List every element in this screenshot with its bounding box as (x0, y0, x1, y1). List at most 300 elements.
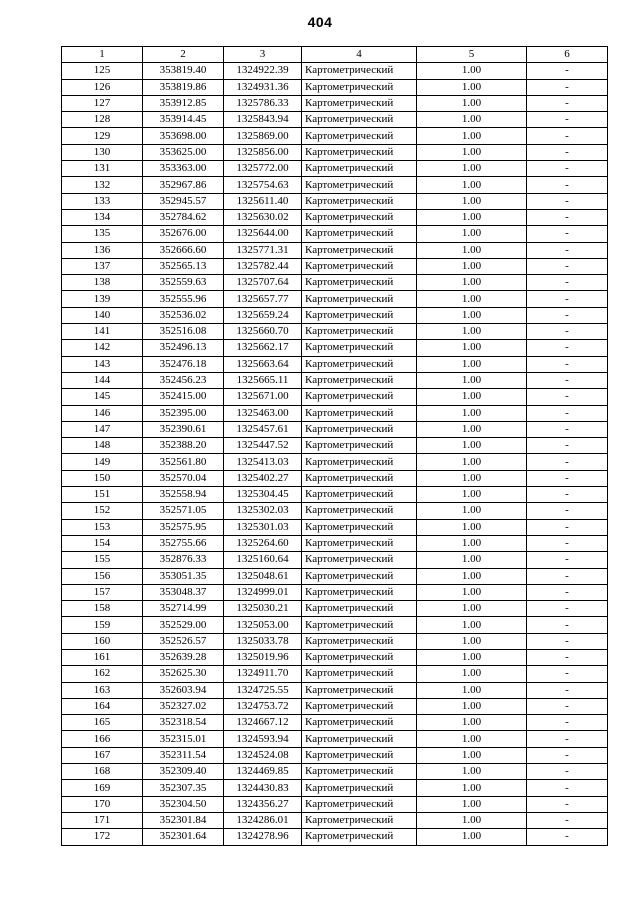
point-number-cell: 172 (62, 829, 143, 845)
y-coordinate-cell: 1325869.00 (224, 128, 302, 144)
accuracy-cell: 1.00 (417, 79, 527, 95)
column-header-1: 1 (62, 47, 143, 63)
table-row (62, 389, 608, 405)
table-row (62, 568, 608, 584)
y-coordinate-cell: 1324430.83 (224, 780, 302, 796)
table-row (62, 747, 608, 763)
accuracy-cell: 1.00 (417, 503, 527, 519)
y-coordinate-cell: 1325786.33 (224, 95, 302, 111)
point-number-cell: 163 (62, 682, 143, 698)
table-row (62, 307, 608, 323)
point-number-cell: 135 (62, 226, 143, 242)
table-row (62, 535, 608, 551)
note-cell: - (527, 340, 608, 356)
x-coordinate-cell: 352301.64 (143, 829, 224, 845)
x-coordinate-cell: 352311.54 (143, 747, 224, 763)
y-coordinate-cell: 1325754.63 (224, 177, 302, 193)
y-coordinate-cell: 1325782.44 (224, 258, 302, 274)
y-coordinate-cell: 1325662.17 (224, 340, 302, 356)
point-number-cell: 132 (62, 177, 143, 193)
note-cell: - (527, 356, 608, 372)
table-row (62, 584, 608, 600)
x-coordinate-cell: 353912.85 (143, 95, 224, 111)
table-row (62, 291, 608, 307)
point-number-cell: 133 (62, 193, 143, 209)
x-coordinate-cell: 352967.86 (143, 177, 224, 193)
method-cell: Картометрический (302, 324, 417, 340)
note-cell: - (527, 226, 608, 242)
y-coordinate-cell: 1325772.00 (224, 161, 302, 177)
method-cell: Картометрический (302, 421, 417, 437)
table-row (62, 682, 608, 698)
method-cell: Картометрический (302, 291, 417, 307)
table-row (62, 796, 608, 812)
note-cell: - (527, 470, 608, 486)
table-row (62, 356, 608, 372)
method-cell: Картометрический (302, 617, 417, 633)
table-row (62, 177, 608, 193)
accuracy-cell: 1.00 (417, 324, 527, 340)
accuracy-cell: 1.00 (417, 633, 527, 649)
note-cell: - (527, 438, 608, 454)
y-coordinate-cell: 1325856.00 (224, 144, 302, 160)
point-number-cell: 159 (62, 617, 143, 633)
table-row (62, 829, 608, 845)
x-coordinate-cell: 352561.80 (143, 454, 224, 470)
point-number-cell: 142 (62, 340, 143, 356)
note-cell: - (527, 601, 608, 617)
x-coordinate-cell: 352639.28 (143, 649, 224, 665)
y-coordinate-cell: 1325447.52 (224, 438, 302, 454)
point-number-cell: 141 (62, 324, 143, 340)
table-row (62, 161, 608, 177)
table-row (62, 764, 608, 780)
y-coordinate-cell: 1324593.94 (224, 731, 302, 747)
y-coordinate-cell: 1325463.00 (224, 405, 302, 421)
note-cell: - (527, 796, 608, 812)
x-coordinate-cell: 352395.00 (143, 405, 224, 421)
accuracy-cell: 1.00 (417, 340, 527, 356)
note-cell: - (527, 161, 608, 177)
x-coordinate-cell: 352307.35 (143, 780, 224, 796)
point-number-cell: 151 (62, 487, 143, 503)
point-number-cell: 140 (62, 307, 143, 323)
point-number-cell: 138 (62, 275, 143, 291)
table-row (62, 731, 608, 747)
x-coordinate-cell: 352575.95 (143, 519, 224, 535)
y-coordinate-cell: 1324753.72 (224, 698, 302, 714)
method-cell: Картометрический (302, 715, 417, 731)
y-coordinate-cell: 1325771.31 (224, 242, 302, 258)
y-coordinate-cell: 1324286.01 (224, 812, 302, 828)
column-header-3: 3 (224, 47, 302, 63)
note-cell: - (527, 698, 608, 714)
table-row (62, 144, 608, 160)
method-cell: Картометрический (302, 112, 417, 128)
method-cell: Картометрический (302, 812, 417, 828)
y-coordinate-cell: 1325264.60 (224, 535, 302, 551)
y-coordinate-cell: 1325413.03 (224, 454, 302, 470)
x-coordinate-cell: 353819.40 (143, 63, 224, 79)
coordinates-table (61, 46, 608, 846)
point-number-cell: 157 (62, 584, 143, 600)
method-cell: Картометрический (302, 698, 417, 714)
x-coordinate-cell: 353048.37 (143, 584, 224, 600)
accuracy-cell: 1.00 (417, 258, 527, 274)
x-coordinate-cell: 352558.94 (143, 487, 224, 503)
point-number-cell: 143 (62, 356, 143, 372)
point-number-cell: 129 (62, 128, 143, 144)
y-coordinate-cell: 1325053.00 (224, 617, 302, 633)
table-row (62, 258, 608, 274)
y-coordinate-cell: 1325660.70 (224, 324, 302, 340)
point-number-cell: 130 (62, 144, 143, 160)
method-cell: Картометрический (302, 601, 417, 617)
accuracy-cell: 1.00 (417, 454, 527, 470)
method-cell: Картометрический (302, 454, 417, 470)
y-coordinate-cell: 1325707.64 (224, 275, 302, 291)
method-cell: Картометрический (302, 63, 417, 79)
x-coordinate-cell: 352536.02 (143, 307, 224, 323)
y-coordinate-cell: 1324356.27 (224, 796, 302, 812)
x-coordinate-cell: 352304.50 (143, 796, 224, 812)
note-cell: - (527, 209, 608, 225)
accuracy-cell: 1.00 (417, 307, 527, 323)
point-number-cell: 149 (62, 454, 143, 470)
accuracy-cell: 1.00 (417, 128, 527, 144)
accuracy-cell: 1.00 (417, 226, 527, 242)
header-row (62, 47, 608, 63)
table-row (62, 95, 608, 111)
accuracy-cell: 1.00 (417, 177, 527, 193)
method-cell: Картометрический (302, 552, 417, 568)
note-cell: - (527, 812, 608, 828)
point-number-cell: 152 (62, 503, 143, 519)
note-cell: - (527, 307, 608, 323)
point-number-cell: 170 (62, 796, 143, 812)
table-row (62, 372, 608, 388)
accuracy-cell: 1.00 (417, 715, 527, 731)
y-coordinate-cell: 1324931.36 (224, 79, 302, 95)
method-cell: Картометрический (302, 128, 417, 144)
table-row (62, 79, 608, 95)
method-cell: Картометрический (302, 584, 417, 600)
method-cell: Картометрический (302, 796, 417, 812)
point-number-cell: 160 (62, 633, 143, 649)
x-coordinate-cell: 352309.40 (143, 764, 224, 780)
note-cell: - (527, 79, 608, 95)
x-coordinate-cell: 352676.00 (143, 226, 224, 242)
point-number-cell: 161 (62, 649, 143, 665)
x-coordinate-cell: 352559.63 (143, 275, 224, 291)
accuracy-cell: 1.00 (417, 144, 527, 160)
point-number-cell: 166 (62, 731, 143, 747)
accuracy-cell: 1.00 (417, 568, 527, 584)
x-coordinate-cell: 352784.62 (143, 209, 224, 225)
x-coordinate-cell: 352516.08 (143, 324, 224, 340)
table-row (62, 698, 608, 714)
y-coordinate-cell: 1324667.12 (224, 715, 302, 731)
accuracy-cell: 1.00 (417, 617, 527, 633)
y-coordinate-cell: 1325033.78 (224, 633, 302, 649)
point-number-cell: 125 (62, 63, 143, 79)
x-coordinate-cell: 352529.00 (143, 617, 224, 633)
x-coordinate-cell: 353625.00 (143, 144, 224, 160)
accuracy-cell: 1.00 (417, 275, 527, 291)
table-row (62, 421, 608, 437)
note-cell: - (527, 584, 608, 600)
accuracy-cell: 1.00 (417, 242, 527, 258)
method-cell: Картометрический (302, 307, 417, 323)
point-number-cell: 146 (62, 405, 143, 421)
x-coordinate-cell: 352603.94 (143, 682, 224, 698)
method-cell: Картометрический (302, 535, 417, 551)
point-number-cell: 164 (62, 698, 143, 714)
x-coordinate-cell: 352318.54 (143, 715, 224, 731)
x-coordinate-cell: 352315.01 (143, 731, 224, 747)
y-coordinate-cell: 1324524.08 (224, 747, 302, 763)
method-cell: Картометрический (302, 209, 417, 225)
table-row (62, 666, 608, 682)
y-coordinate-cell: 1324469.85 (224, 764, 302, 780)
note-cell: - (527, 128, 608, 144)
table-row (62, 617, 608, 633)
table-row (62, 438, 608, 454)
method-cell: Картометрический (302, 633, 417, 649)
y-coordinate-cell: 1325657.77 (224, 291, 302, 307)
table-row (62, 519, 608, 535)
table-body (62, 63, 608, 845)
y-coordinate-cell: 1324911.70 (224, 666, 302, 682)
accuracy-cell: 1.00 (417, 780, 527, 796)
y-coordinate-cell: 1325302.03 (224, 503, 302, 519)
point-number-cell: 139 (62, 291, 143, 307)
method-cell: Картометрический (302, 519, 417, 535)
method-cell: Картометрический (302, 193, 417, 209)
accuracy-cell: 1.00 (417, 812, 527, 828)
note-cell: - (527, 568, 608, 584)
point-number-cell: 128 (62, 112, 143, 128)
accuracy-cell: 1.00 (417, 356, 527, 372)
accuracy-cell: 1.00 (417, 95, 527, 111)
accuracy-cell: 1.00 (417, 601, 527, 617)
point-number-cell: 126 (62, 79, 143, 95)
y-coordinate-cell: 1325160.64 (224, 552, 302, 568)
y-coordinate-cell: 1325457.61 (224, 421, 302, 437)
accuracy-cell: 1.00 (417, 829, 527, 845)
x-coordinate-cell: 353051.35 (143, 568, 224, 584)
x-coordinate-cell: 352945.57 (143, 193, 224, 209)
note-cell: - (527, 258, 608, 274)
accuracy-cell: 1.00 (417, 764, 527, 780)
table-row (62, 552, 608, 568)
table-row (62, 780, 608, 796)
x-coordinate-cell: 352496.13 (143, 340, 224, 356)
point-number-cell: 167 (62, 747, 143, 763)
method-cell: Картометрический (302, 405, 417, 421)
table-row (62, 128, 608, 144)
note-cell: - (527, 519, 608, 535)
method-cell: Картометрический (302, 649, 417, 665)
method-cell: Картометрический (302, 144, 417, 160)
table-row (62, 633, 608, 649)
note-cell: - (527, 503, 608, 519)
table-row (62, 649, 608, 665)
point-number-cell: 156 (62, 568, 143, 584)
point-number-cell: 145 (62, 389, 143, 405)
method-cell: Картометрический (302, 226, 417, 242)
table-row (62, 454, 608, 470)
y-coordinate-cell: 1325019.96 (224, 649, 302, 665)
note-cell: - (527, 405, 608, 421)
y-coordinate-cell: 1325611.40 (224, 193, 302, 209)
y-coordinate-cell: 1325030.21 (224, 601, 302, 617)
method-cell: Картометрический (302, 470, 417, 486)
note-cell: - (527, 291, 608, 307)
note-cell: - (527, 666, 608, 682)
table-header (62, 47, 608, 63)
table-row (62, 209, 608, 225)
x-coordinate-cell: 352476.18 (143, 356, 224, 372)
column-header-2: 2 (143, 47, 224, 63)
x-coordinate-cell: 352571.05 (143, 503, 224, 519)
note-cell: - (527, 780, 608, 796)
table-row (62, 63, 608, 79)
table-row (62, 324, 608, 340)
note-cell: - (527, 552, 608, 568)
y-coordinate-cell: 1325843.94 (224, 112, 302, 128)
method-cell: Картометрический (302, 764, 417, 780)
x-coordinate-cell: 352301.84 (143, 812, 224, 828)
accuracy-cell: 1.00 (417, 519, 527, 535)
note-cell: - (527, 747, 608, 763)
point-number-cell: 147 (62, 421, 143, 437)
note-cell: - (527, 242, 608, 258)
point-number-cell: 131 (62, 161, 143, 177)
y-coordinate-cell: 1325663.64 (224, 356, 302, 372)
point-number-cell: 155 (62, 552, 143, 568)
method-cell: Картометрический (302, 356, 417, 372)
accuracy-cell: 1.00 (417, 698, 527, 714)
y-coordinate-cell: 1325402.27 (224, 470, 302, 486)
accuracy-cell: 1.00 (417, 747, 527, 763)
x-coordinate-cell: 352555.96 (143, 291, 224, 307)
y-coordinate-cell: 1324725.55 (224, 682, 302, 698)
method-cell: Картометрический (302, 242, 417, 258)
note-cell: - (527, 764, 608, 780)
note-cell: - (527, 63, 608, 79)
note-cell: - (527, 112, 608, 128)
accuracy-cell: 1.00 (417, 649, 527, 665)
y-coordinate-cell: 1325630.02 (224, 209, 302, 225)
accuracy-cell: 1.00 (417, 112, 527, 128)
x-coordinate-cell: 352625.30 (143, 666, 224, 682)
table-row (62, 242, 608, 258)
note-cell: - (527, 324, 608, 340)
method-cell: Картометрический (302, 829, 417, 845)
table-row (62, 601, 608, 617)
x-coordinate-cell: 352755.66 (143, 535, 224, 551)
column-header-5: 5 (417, 47, 527, 63)
column-header-6: 6 (527, 47, 608, 63)
accuracy-cell: 1.00 (417, 535, 527, 551)
method-cell: Картометрический (302, 372, 417, 388)
x-coordinate-cell: 352565.13 (143, 258, 224, 274)
x-coordinate-cell: 353698.00 (143, 128, 224, 144)
x-coordinate-cell: 352456.23 (143, 372, 224, 388)
y-coordinate-cell: 1325671.00 (224, 389, 302, 405)
method-cell: Картометрический (302, 780, 417, 796)
x-coordinate-cell: 353914.45 (143, 112, 224, 128)
point-number-cell: 154 (62, 535, 143, 551)
method-cell: Картометрический (302, 79, 417, 95)
y-coordinate-cell: 1325304.45 (224, 487, 302, 503)
point-number-cell: 136 (62, 242, 143, 258)
note-cell: - (527, 535, 608, 551)
y-coordinate-cell: 1324999.01 (224, 584, 302, 600)
accuracy-cell: 1.00 (417, 291, 527, 307)
table-row (62, 340, 608, 356)
method-cell: Картометрический (302, 340, 417, 356)
note-cell: - (527, 617, 608, 633)
y-coordinate-cell: 1325644.00 (224, 226, 302, 242)
method-cell: Картометрический (302, 487, 417, 503)
x-coordinate-cell: 352388.20 (143, 438, 224, 454)
method-cell: Картометрический (302, 438, 417, 454)
note-cell: - (527, 454, 608, 470)
point-number-cell: 148 (62, 438, 143, 454)
table-row (62, 715, 608, 731)
note-cell: - (527, 487, 608, 503)
method-cell: Картометрический (302, 503, 417, 519)
accuracy-cell: 1.00 (417, 405, 527, 421)
method-cell: Картометрический (302, 389, 417, 405)
accuracy-cell: 1.00 (417, 209, 527, 225)
note-cell: - (527, 193, 608, 209)
note-cell: - (527, 682, 608, 698)
method-cell: Картометрический (302, 747, 417, 763)
y-coordinate-cell: 1325659.24 (224, 307, 302, 323)
note-cell: - (527, 421, 608, 437)
accuracy-cell: 1.00 (417, 438, 527, 454)
accuracy-cell: 1.00 (417, 552, 527, 568)
point-number-cell: 162 (62, 666, 143, 682)
table-row (62, 193, 608, 209)
note-cell: - (527, 731, 608, 747)
accuracy-cell: 1.00 (417, 731, 527, 747)
method-cell: Картометрический (302, 731, 417, 747)
x-coordinate-cell: 352666.60 (143, 242, 224, 258)
point-number-cell: 150 (62, 470, 143, 486)
x-coordinate-cell: 352415.00 (143, 389, 224, 405)
table-row (62, 487, 608, 503)
y-coordinate-cell: 1324278.96 (224, 829, 302, 845)
point-number-cell: 169 (62, 780, 143, 796)
note-cell: - (527, 633, 608, 649)
accuracy-cell: 1.00 (417, 682, 527, 698)
accuracy-cell: 1.00 (417, 421, 527, 437)
note-cell: - (527, 829, 608, 845)
accuracy-cell: 1.00 (417, 193, 527, 209)
y-coordinate-cell: 1325665.11 (224, 372, 302, 388)
method-cell: Картометрический (302, 682, 417, 698)
accuracy-cell: 1.00 (417, 372, 527, 388)
x-coordinate-cell: 352327.02 (143, 698, 224, 714)
y-coordinate-cell: 1325301.03 (224, 519, 302, 535)
point-number-cell: 127 (62, 95, 143, 111)
table-row (62, 405, 608, 421)
x-coordinate-cell: 353819.86 (143, 79, 224, 95)
